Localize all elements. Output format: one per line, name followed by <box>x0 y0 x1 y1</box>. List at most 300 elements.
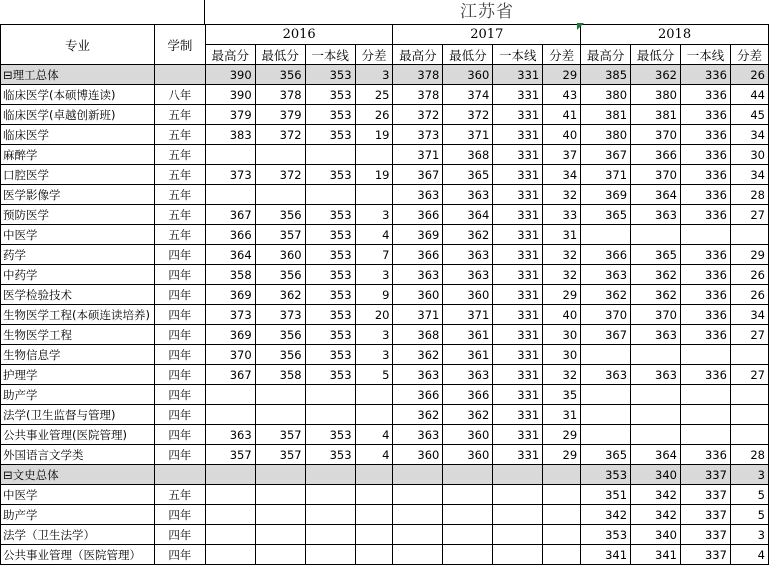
score-cell: 372 <box>393 105 443 125</box>
major-name: 医学影像学 <box>1 185 155 205</box>
score-cell: 3 <box>355 345 393 365</box>
score-cell: 364 <box>443 205 493 225</box>
score-cell: 28 <box>730 445 768 465</box>
score-cell: 353 <box>305 325 355 345</box>
score-cell: 20 <box>355 305 393 325</box>
score-cell: 29 <box>730 245 768 265</box>
score-cell: 353 <box>305 345 355 365</box>
score-cell: 331 <box>493 405 543 425</box>
score-cell <box>730 385 768 405</box>
score-cell: 378 <box>393 85 443 105</box>
major-name: 临床医学 <box>1 125 155 145</box>
score-cell <box>305 385 355 405</box>
score-cell: 362 <box>631 65 681 85</box>
score-cell <box>581 405 631 425</box>
score-cell <box>543 525 581 545</box>
score-cell: 353 <box>581 525 631 545</box>
major-name: 口腔医学 <box>1 165 155 185</box>
score-cell: 362 <box>631 265 681 285</box>
score-cell <box>205 505 255 525</box>
score-cell: 3 <box>355 65 393 85</box>
score-cell: 331 <box>493 105 543 125</box>
score-cell: 331 <box>493 205 543 225</box>
score-cell: 26 <box>730 265 768 285</box>
score-cell: 363 <box>443 245 493 265</box>
duration-cell: 四年 <box>154 445 205 465</box>
score-cell <box>255 385 305 405</box>
score-cell: 360 <box>393 445 443 465</box>
score-cell <box>581 345 631 365</box>
table-body <box>1 65 769 565</box>
score-cell: 370 <box>205 345 255 365</box>
score-cell: 363 <box>443 365 493 385</box>
score-cell: 366 <box>393 245 443 265</box>
duration-cell: 四年 <box>154 505 205 525</box>
score-cell: 353 <box>305 65 355 85</box>
score-cell: 370 <box>631 305 681 325</box>
score-cell <box>305 405 355 425</box>
score-cell <box>355 385 393 405</box>
score-cell: 32 <box>543 265 581 285</box>
score-cell: 336 <box>680 65 730 85</box>
major-name: 公共事业管理(医院管理) <box>1 425 155 445</box>
score-cell: 366 <box>443 385 493 405</box>
score-cell: 353 <box>305 265 355 285</box>
major-name: 法学（卫生法学） <box>1 525 155 545</box>
score-cell: 373 <box>255 305 305 325</box>
score-cell: 368 <box>443 145 493 165</box>
table-row <box>1 425 769 445</box>
score-cell <box>255 465 305 485</box>
major-name: 法学(卫生监督与管理) <box>1 405 155 425</box>
score-cell: 336 <box>680 125 730 145</box>
score-cell: 373 <box>205 165 255 185</box>
score-cell: 5 <box>730 485 768 505</box>
score-cell: 340 <box>631 465 681 485</box>
major-name: 预防医学 <box>1 205 155 225</box>
score-cell: 34 <box>730 165 768 185</box>
score-cell: 29 <box>543 425 581 445</box>
score-cell <box>355 505 393 525</box>
score-cell: 372 <box>443 105 493 125</box>
score-cell <box>393 525 443 545</box>
score-cell: 353 <box>305 285 355 305</box>
score-cell: 372 <box>255 165 305 185</box>
score-cell: 362 <box>581 285 631 305</box>
major-name: 生物医学工程(本硕连读培养) <box>1 305 155 325</box>
score-cell: 353 <box>305 225 355 245</box>
score-cell: 34 <box>730 305 768 325</box>
score-cell: 363 <box>393 365 443 385</box>
major-name: 医学检验技术 <box>1 285 155 305</box>
score-cell <box>355 525 393 545</box>
header-year-2017: 2017 <box>393 25 581 45</box>
score-cell: 371 <box>581 165 631 185</box>
score-cell <box>305 485 355 505</box>
score-cell: 381 <box>581 105 631 125</box>
score-cell: 362 <box>255 285 305 305</box>
score-cell: 29 <box>543 445 581 465</box>
score-cell <box>205 545 255 565</box>
duration-cell: 五年 <box>154 205 205 225</box>
duration-cell: 四年 <box>154 405 205 425</box>
duration-cell: 五年 <box>154 125 205 145</box>
score-cell: 363 <box>631 205 681 225</box>
score-cell: 366 <box>393 205 443 225</box>
score-cell <box>355 465 393 485</box>
score-cell: 342 <box>581 505 631 525</box>
score-cell: 331 <box>493 85 543 105</box>
province-title: 江苏省 <box>460 2 514 22</box>
score-cell: 369 <box>205 325 255 345</box>
score-cell: 366 <box>393 385 443 405</box>
duration-cell: 四年 <box>154 425 205 445</box>
major-name: 助产学 <box>1 505 155 525</box>
score-cell <box>631 425 681 445</box>
subheader-0: 最高分 <box>205 45 255 65</box>
score-cell <box>443 545 493 565</box>
score-cell: 370 <box>581 305 631 325</box>
score-cell <box>493 545 543 565</box>
score-cell: 340 <box>631 525 681 545</box>
score-cell: 364 <box>205 245 255 265</box>
score-cell: 362 <box>393 345 443 365</box>
score-cell: 351 <box>581 485 631 505</box>
score-cell: 367 <box>393 165 443 185</box>
score-cell <box>493 505 543 525</box>
score-cell: 40 <box>543 125 581 145</box>
duration-cell: 五年 <box>154 185 205 205</box>
score-cell: 34 <box>730 125 768 145</box>
score-cell: 356 <box>255 65 305 85</box>
major-name: 中医学 <box>1 225 155 245</box>
score-cell <box>730 425 768 445</box>
score-cell: 331 <box>493 285 543 305</box>
major-name: 临床医学(本硕博连读) <box>1 85 155 105</box>
score-cell: 337 <box>680 525 730 545</box>
table-row <box>1 85 769 105</box>
score-cell <box>581 425 631 445</box>
table-row <box>1 105 769 125</box>
score-cell: 370 <box>631 165 681 185</box>
table-row <box>1 525 769 545</box>
score-cell <box>205 385 255 405</box>
score-cell <box>730 405 768 425</box>
score-cell: 363 <box>443 185 493 205</box>
score-cell <box>305 545 355 565</box>
score-cell: 336 <box>680 205 730 225</box>
major-name: ⊟文史总体 <box>1 465 155 485</box>
duration-cell: 五年 <box>154 485 205 505</box>
subheader-2: 一本线 <box>305 45 355 65</box>
score-cell: 30 <box>730 145 768 165</box>
score-cell: 367 <box>581 145 631 165</box>
major-name: 药学 <box>1 245 155 265</box>
score-cell: 353 <box>305 205 355 225</box>
score-cell: 383 <box>205 125 255 145</box>
score-cell: 331 <box>493 125 543 145</box>
score-cell: 363 <box>631 325 681 345</box>
score-cell: 31 <box>543 405 581 425</box>
subheader-0: 最高分 <box>393 45 443 65</box>
major-name: 临床医学(卓越创新班) <box>1 105 155 125</box>
score-cell <box>443 505 493 525</box>
duration-cell: 四年 <box>154 525 205 545</box>
score-cell: 331 <box>493 305 543 325</box>
score-cell: 356 <box>255 325 305 345</box>
score-cell: 380 <box>581 125 631 145</box>
score-cell: 7 <box>355 245 393 265</box>
score-cell: 366 <box>581 245 631 265</box>
score-cell: 336 <box>680 245 730 265</box>
score-cell: 25 <box>355 85 393 105</box>
table-row <box>1 245 769 265</box>
table-row <box>1 265 769 285</box>
major-name: 外国语言文学类 <box>1 445 155 465</box>
score-cell: 363 <box>581 365 631 385</box>
score-cell: 29 <box>543 285 581 305</box>
score-cell <box>205 185 255 205</box>
score-cell: 4 <box>355 225 393 245</box>
score-cell: 331 <box>493 245 543 265</box>
score-cell: 342 <box>631 485 681 505</box>
score-cell: 357 <box>255 425 305 445</box>
table-row <box>1 165 769 185</box>
score-cell: 367 <box>581 325 631 345</box>
duration-cell: 四年 <box>154 325 205 345</box>
score-cell <box>543 505 581 525</box>
duration-cell: 四年 <box>154 305 205 325</box>
score-cell <box>255 405 305 425</box>
score-cell: 363 <box>631 365 681 385</box>
score-cell: 331 <box>493 345 543 365</box>
score-cell <box>255 545 305 565</box>
score-cell: 26 <box>730 285 768 305</box>
table-row <box>1 145 769 165</box>
score-cell: 360 <box>443 425 493 445</box>
table-row <box>1 185 769 205</box>
score-cell: 360 <box>443 285 493 305</box>
score-cell: 353 <box>305 245 355 265</box>
score-cell: 336 <box>680 145 730 165</box>
duration-cell <box>154 465 205 485</box>
score-cell: 363 <box>443 265 493 285</box>
score-cell <box>255 145 305 165</box>
score-cell: 331 <box>493 365 543 385</box>
score-cell: 390 <box>205 65 255 85</box>
score-cell: 369 <box>205 285 255 305</box>
score-cell: 32 <box>543 185 581 205</box>
header-major: 专业 <box>1 25 155 65</box>
score-cell: 360 <box>255 245 305 265</box>
subheader-3: 分差 <box>730 45 768 65</box>
score-cell <box>443 465 493 485</box>
score-cell: 367 <box>205 365 255 385</box>
score-cell: 3 <box>355 265 393 285</box>
score-cell: 358 <box>205 265 255 285</box>
major-name: 公共事业管理（医院管理） <box>1 545 155 565</box>
score-cell <box>305 505 355 525</box>
score-cell <box>393 505 443 525</box>
duration-cell: 五年 <box>154 165 205 185</box>
score-cell: 353 <box>305 125 355 145</box>
major-name: ⊟理工总体 <box>1 65 155 85</box>
score-cell: 390 <box>205 85 255 105</box>
score-cell: 379 <box>255 105 305 125</box>
score-cell <box>631 225 681 245</box>
score-cell: 360 <box>393 285 443 305</box>
score-cell: 363 <box>581 265 631 285</box>
score-cell: 35 <box>543 385 581 405</box>
score-cell: 380 <box>581 85 631 105</box>
score-cell: 5 <box>730 505 768 525</box>
score-cell <box>581 225 631 245</box>
duration-cell: 四年 <box>154 265 205 285</box>
score-cell: 43 <box>543 85 581 105</box>
score-cell: 356 <box>255 205 305 225</box>
score-cell: 45 <box>730 105 768 125</box>
score-cell: 362 <box>393 405 443 425</box>
score-cell: 19 <box>355 165 393 185</box>
score-cell: 337 <box>680 545 730 565</box>
score-cell: 331 <box>493 325 543 345</box>
score-cell: 365 <box>581 445 631 465</box>
score-cell <box>680 345 730 365</box>
score-cell: 356 <box>255 265 305 285</box>
score-cell: 337 <box>680 505 730 525</box>
score-cell: 26 <box>730 65 768 85</box>
header-duration: 学制 <box>154 25 205 65</box>
score-cell <box>205 485 255 505</box>
score-cell <box>443 525 493 545</box>
score-cell <box>355 485 393 505</box>
score-cell <box>680 405 730 425</box>
score-cell: 353 <box>305 445 355 465</box>
score-cell: 353 <box>305 165 355 185</box>
score-cell <box>205 405 255 425</box>
cell-comment-flag-icon <box>577 23 584 30</box>
score-cell <box>355 145 393 165</box>
table-row <box>1 445 769 465</box>
score-cell: 364 <box>631 185 681 205</box>
subheader-1: 最低分 <box>631 45 681 65</box>
score-cell: 353 <box>305 305 355 325</box>
score-cell: 37 <box>543 145 581 165</box>
score-cell: 34 <box>543 165 581 185</box>
table-row <box>1 385 769 405</box>
score-cell: 30 <box>543 345 581 365</box>
score-cell: 32 <box>543 245 581 265</box>
score-cell: 370 <box>631 125 681 145</box>
score-cell: 4 <box>355 425 393 445</box>
score-cell: 356 <box>255 345 305 365</box>
score-cell: 336 <box>680 185 730 205</box>
score-cell: 336 <box>680 325 730 345</box>
major-name: 中药学 <box>1 265 155 285</box>
score-cell: 331 <box>493 165 543 185</box>
score-cell <box>543 485 581 505</box>
score-cell: 336 <box>680 165 730 185</box>
subheader-1: 最低分 <box>255 45 305 65</box>
score-cell: 366 <box>631 145 681 165</box>
score-cell <box>205 145 255 165</box>
score-cell: 336 <box>680 285 730 305</box>
score-cell: 44 <box>730 85 768 105</box>
header-year-2016: 2016 <box>205 25 393 45</box>
score-cell <box>255 485 305 505</box>
score-cell <box>680 225 730 245</box>
score-cell: 40 <box>543 305 581 325</box>
score-cell: 362 <box>443 225 493 245</box>
table-row <box>1 365 769 385</box>
duration-cell: 四年 <box>154 365 205 385</box>
score-cell: 372 <box>255 125 305 145</box>
score-cell: 371 <box>443 125 493 145</box>
score-cell: 3 <box>730 465 768 485</box>
score-cell: 363 <box>205 425 255 445</box>
score-cell: 365 <box>581 205 631 225</box>
score-cell: 363 <box>393 185 443 205</box>
score-cell: 367 <box>205 205 255 225</box>
score-cell <box>255 525 305 545</box>
score-cell <box>305 525 355 545</box>
score-cell: 3 <box>355 325 393 345</box>
table-row <box>1 505 769 525</box>
major-name: 护理学 <box>1 365 155 385</box>
score-cell: 360 <box>443 65 493 85</box>
score-cell: 371 <box>443 305 493 325</box>
score-cell: 336 <box>680 105 730 125</box>
score-cell: 331 <box>493 265 543 285</box>
score-cell <box>255 185 305 205</box>
score-cell: 336 <box>680 265 730 285</box>
score-cell: 331 <box>493 185 543 205</box>
duration-cell: 五年 <box>154 105 205 125</box>
major-name: 中医学 <box>1 485 155 505</box>
score-cell: 331 <box>493 425 543 445</box>
score-cell: 378 <box>393 65 443 85</box>
table-row <box>1 285 769 305</box>
score-cell <box>680 425 730 445</box>
duration-cell: 四年 <box>154 545 205 565</box>
score-cell: 362 <box>631 285 681 305</box>
score-cell <box>255 505 305 525</box>
score-cell: 369 <box>393 225 443 245</box>
score-cell <box>355 185 393 205</box>
score-cell: 365 <box>631 245 681 265</box>
score-cell <box>305 145 355 165</box>
score-cell: 371 <box>393 305 443 325</box>
score-cell <box>355 545 393 565</box>
subheader-3: 分差 <box>355 45 393 65</box>
score-cell <box>493 485 543 505</box>
score-cell: 33 <box>543 205 581 225</box>
score-cell <box>305 185 355 205</box>
score-cell: 381 <box>631 105 681 125</box>
table-row <box>1 345 769 365</box>
score-table <box>0 24 769 565</box>
score-cell: 369 <box>581 185 631 205</box>
header-year-2018: 2018 <box>581 25 769 45</box>
score-cell <box>631 345 681 365</box>
score-cell: 378 <box>255 85 305 105</box>
score-cell: 357 <box>255 225 305 245</box>
score-cell: 361 <box>443 345 493 365</box>
score-cell <box>393 465 443 485</box>
score-cell: 357 <box>255 445 305 465</box>
subheader-3: 分差 <box>543 45 581 65</box>
score-cell: 9 <box>355 285 393 305</box>
